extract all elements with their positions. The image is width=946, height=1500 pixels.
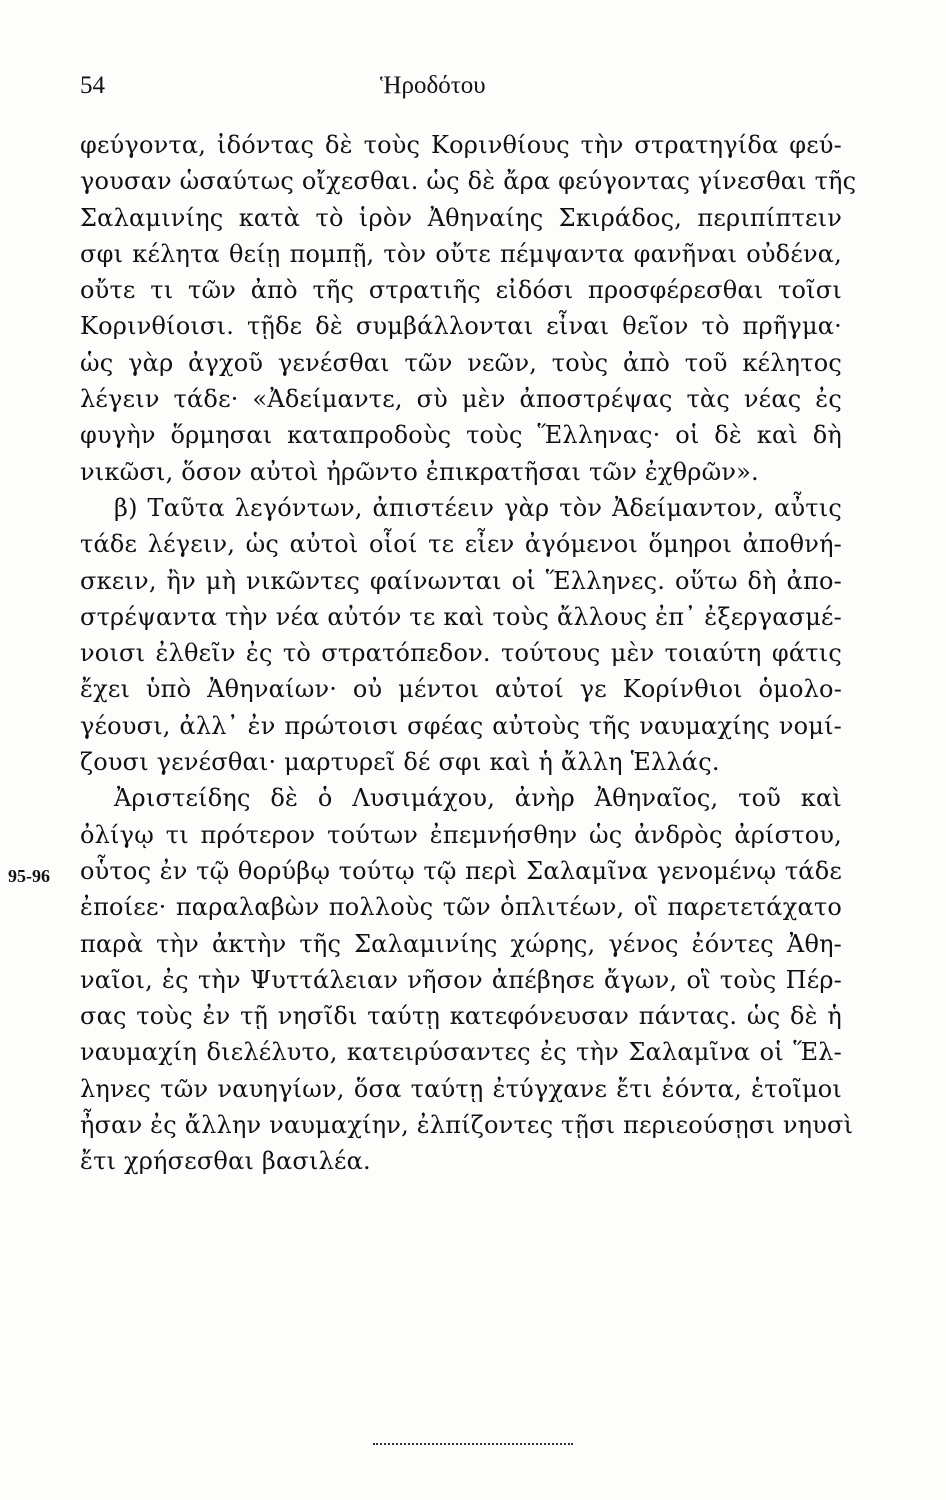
body-text bbox=[80, 127, 857, 1180]
text-line: φυγὴν ὅρμησαι καταπροδοὺς τοὺς Ἕλληνας· οἱ δὲ καὶ δὴ bbox=[80, 421, 842, 450]
text-line: ἦσαν ἐς ἄλλην ναυμαχίην, ἐλπίζοντες τῇσι περιεούσῃσι νηυσὶ bbox=[80, 1111, 854, 1140]
text-line: οὔτε τι τῶν ἀπὸ τῆς στρατιῆς εἰδόσι προσφέρεσθαι τοῖσι bbox=[80, 276, 842, 305]
text-line: γουσαν ὡσαύτως οἴχεσθαι. ὡς δὲ ἄρα φεύγοντας γίνεσθαι τῆς bbox=[80, 167, 857, 196]
text-line: ναῖοι, ἐς τὴν Ψυττάλειαν νῆσον ἀπέβησε ἄγων, οἳ τοὺς Πέρ- bbox=[80, 965, 842, 994]
page-number: 54 bbox=[80, 72, 105, 99]
text-line: τάδε λέγειν, ὡς αὐτοὶ οἷοί τε εἶεν ἀγόμενοι ὅμηροι ἀποθνή- bbox=[80, 530, 842, 559]
running-head: Ἡροδότου bbox=[380, 72, 486, 99]
text-line: φεύγοντα, ἰδόντας δὲ τοὺς Κορινθίους τὴν στρατηγίδα φεύ- bbox=[80, 131, 842, 159]
page-header bbox=[80, 72, 840, 106]
text-line: ἔχει ὑπὸ Ἀθηναίων· οὐ μέντοι αὐτοί γε Κορίνθιοι ὁμολο- bbox=[80, 675, 842, 704]
text-line: ζουσι γενέσθαι· μαρτυρεῖ δέ σφι καὶ ἡ ἄλλη Ἑλλάς. bbox=[80, 748, 720, 777]
text-line: σας τοὺς ἐν τῇ νησῖδι ταύτῃ κατεφόνευσαν πάντας. ὡς δὲ ἡ bbox=[80, 1002, 842, 1031]
margin-note: 95-96 bbox=[8, 866, 50, 886]
text-line: σκειν, ἢν μὴ νικῶντες φαίνωνται οἱ Ἕλληνες. οὕτω δὴ ἀπο- bbox=[80, 566, 842, 595]
text-line: νοισι ἐλθεῖν ἐς τὸ στρατόπεδον. τούτους μὲν τοιαύτη φάτις bbox=[80, 639, 842, 668]
text-line: Κορινθίοισι. τῇδε δὲ συμβάλλονται εἶναι θεῖον τὸ πρῆγμα· bbox=[80, 312, 842, 341]
text-line: γέουσι, ἀλλ᾽ ἐν πρώτοισι σφέας αὐτοὺς τῆς ναυμαχίης νομί- bbox=[80, 711, 842, 740]
text-line: Σαλαμινίης κατὰ τὸ ἱρὸν Ἀθηναίης Σκιράδος, περιπίπτειν bbox=[80, 203, 842, 232]
end-rule bbox=[373, 1443, 573, 1445]
text-line: ὡς γὰρ ἀγχοῦ γενέσθαι τῶν νεῶν, τοὺς ἀπὸ τοῦ κέλητος bbox=[80, 348, 842, 377]
text-line: λέγειν τάδε· «Ἀδείμαντε, σὺ μὲν ἀποστρέψας τὰς νέας ἐς bbox=[80, 385, 842, 414]
text-line: οὗτος ἐν τῷ θορύβῳ τούτῳ τῷ περὶ Σαλαμῖνα γενομένῳ τάδε bbox=[80, 856, 842, 885]
text-line: ληνες τῶν ναυηγίων, ὅσα ταύτῃ ἐτύγχανε ἔτι ἐόντα, ἑτοῖμοι bbox=[80, 1074, 842, 1103]
text-line: ἐποίεε· παραλαβὼν πολλοὺς τῶν ὁπλιτέων, οἳ παρετετάχατο bbox=[80, 893, 842, 922]
text-line: παρὰ τὴν ἀκτὴν τῆς Σαλαμινίης χώρης, γένος ἐόντες Ἀθη- bbox=[80, 929, 842, 958]
text-line: ναυμαχίη διελέλυτο, κατειρύσαντες ἐς τὴν Σαλαμῖνα οἱ Ἕλ- bbox=[80, 1038, 842, 1067]
text-line: νικῶσι, ὅσον αὐτοὶ ἠρῶντο ἐπικρατῆσαι τῶν ἐχθρῶν». bbox=[80, 457, 759, 486]
text-line: ὀλίγῳ τι πρότερον τούτων ἐπεμνήσθην ὡς ἀνδρὸς ἀρίστου, bbox=[80, 820, 842, 849]
text-line: β) Ταῦτα λεγόντων, ἀπιστέειν γὰρ τὸν Ἀδείμαντον, αὖτις bbox=[114, 493, 842, 522]
text-line: σφι κέλητα θείῃ πομπῇ, τὸν οὔτε πέμψαντα φανῆναι οὐδένα, bbox=[80, 239, 842, 268]
text-line: Ἀριστείδης δὲ ὁ Λυσιμάχου, ἀνὴρ Ἀθηναῖος, τοῦ καὶ bbox=[114, 784, 842, 813]
text-line: ἔτι χρήσεσθαι βασιλέα. bbox=[80, 1147, 371, 1176]
text-line: στρέψαντα τὴν νέα αὐτόν τε καὶ τοὺς ἄλλους ἐπ᾽ ἐξεργασμέ- bbox=[80, 602, 842, 631]
